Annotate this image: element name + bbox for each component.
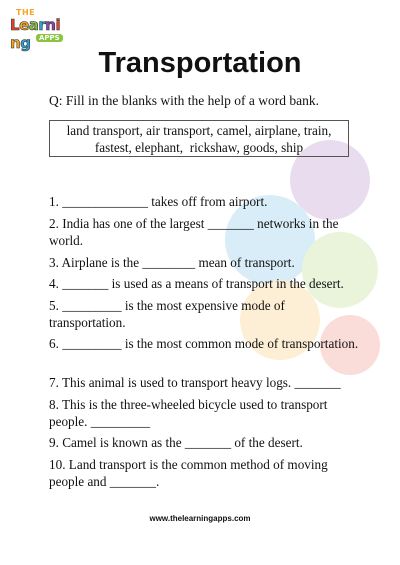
word-bank-line: land transport, air transport, camel, airplane, train, <box>66 123 332 138</box>
question-item: 2. India has one of the largest _______ networks in the world. <box>49 216 339 248</box>
page-title: Transportation <box>98 47 302 79</box>
learning-apps-logo <box>8 8 70 52</box>
question-item: 9. Camel is known as the _______ of the desert. <box>49 435 303 450</box>
question-item: 8. This is the three-wheeled bicycle used to transport people. _________ <box>49 397 328 429</box>
question-item: 10. Land transport is the common method of moving people and _______. <box>49 457 328 489</box>
question-item: 6. _________ is the most common mode of transportation. <box>49 336 359 351</box>
logo-apps-badge: APPS <box>36 34 63 42</box>
logo-learning-text: Learning <box>10 16 61 52</box>
logo-the-text: THE <box>16 8 36 17</box>
word-bank-line: fastest, elephant, rickshaw, goods, ship <box>94 139 304 155</box>
question-item: 7. This animal is used to transport heavy logs. _______ <box>49 375 341 390</box>
question-instruction: Q: Fill in the blanks with the help of a word bank. <box>49 93 319 108</box>
question-item: 5. _________ is the most expensive mode of transportation. <box>49 298 285 330</box>
question-item: 4. _______ is used as a means of transport in the desert. <box>49 276 344 291</box>
word-bank-box <box>49 120 349 157</box>
footer-website: www.thelearningapps.com <box>149 514 251 523</box>
question-item: 1. _____________ takes off from airport. <box>49 194 268 209</box>
question-item: 3. Airplane is the ________ mean of transport. <box>49 255 295 270</box>
